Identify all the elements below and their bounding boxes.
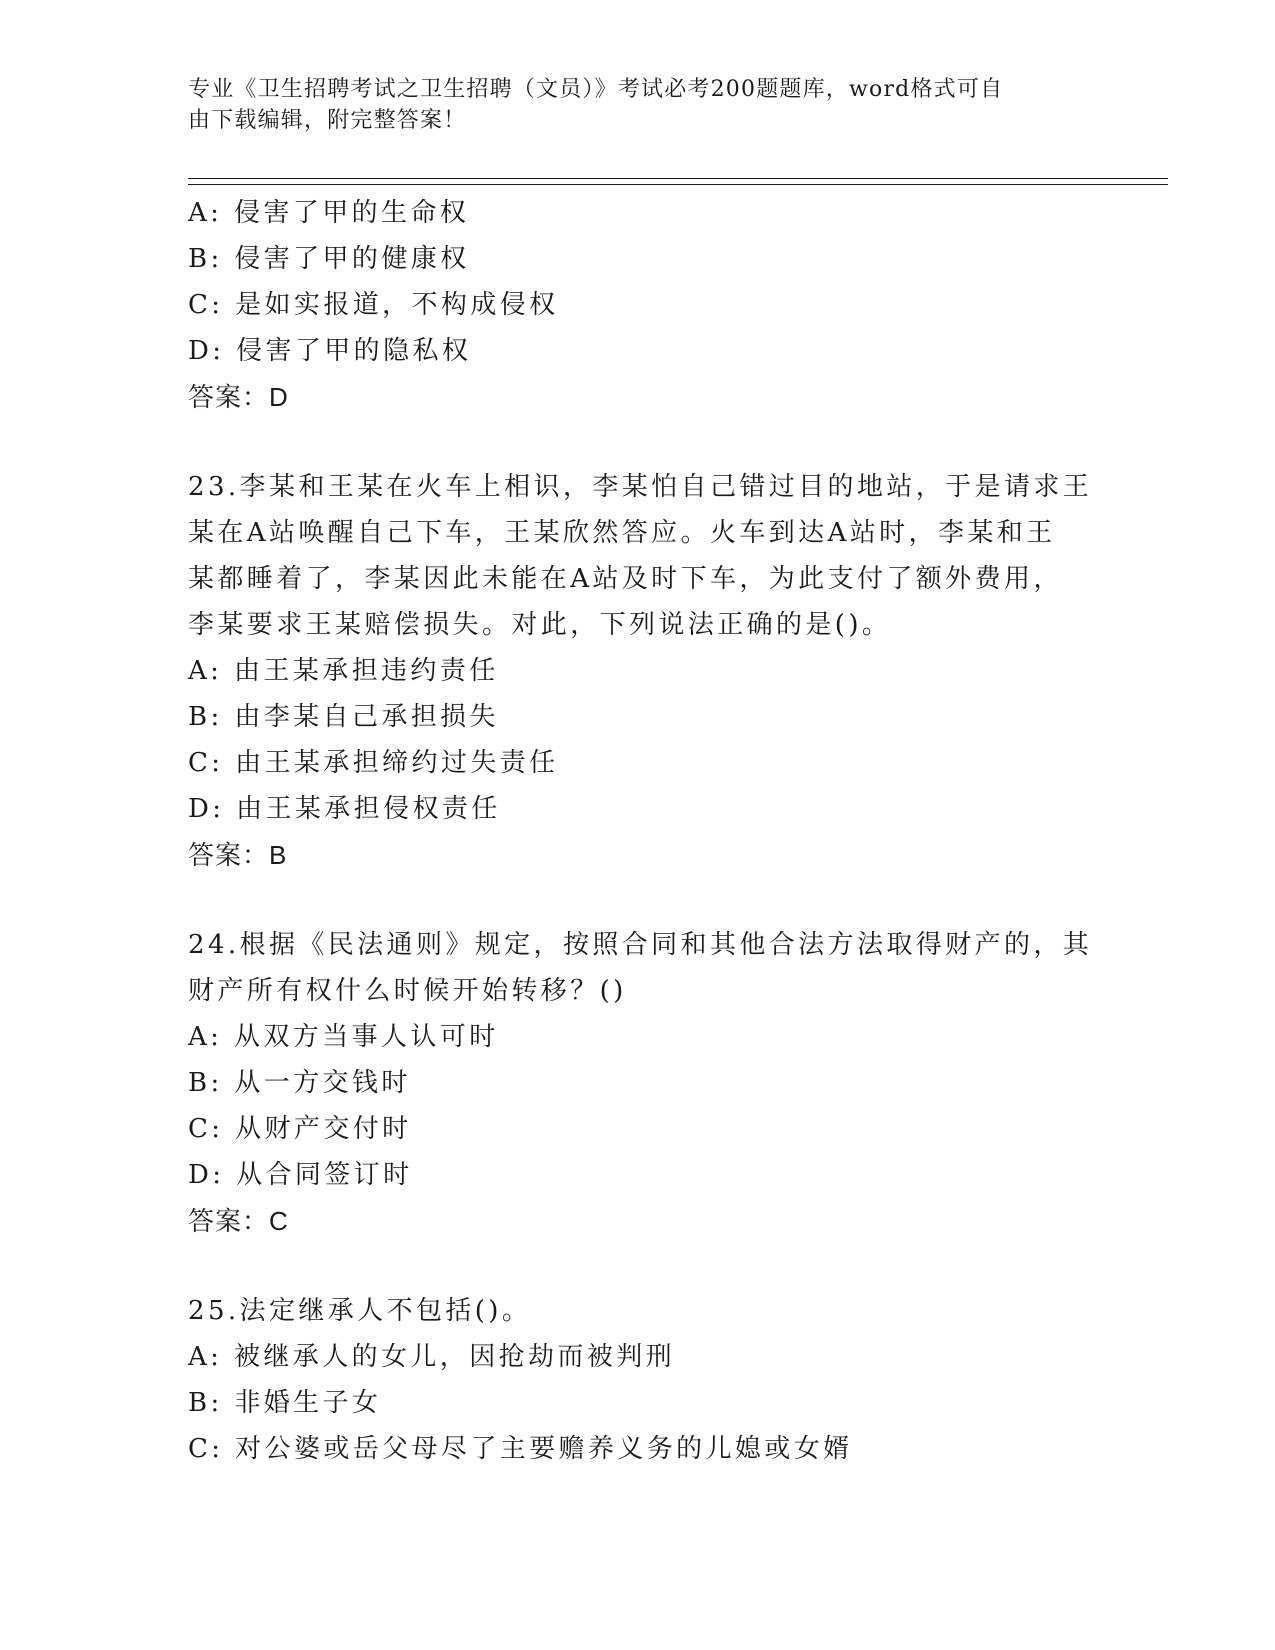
header-divider-top bbox=[188, 178, 1168, 179]
spacer bbox=[188, 1244, 1088, 1288]
stem-line: 财产所有权什么时候开始转移？() bbox=[188, 976, 627, 1006]
answer-line: 答案：B bbox=[188, 840, 288, 870]
option-d: D: 由王某承担侵权责任 bbox=[188, 794, 501, 824]
option-c: C: 从财产交付时 bbox=[188, 1114, 412, 1144]
option-b: B: 侵害了甲的健康权 bbox=[188, 244, 470, 274]
question-stem bbox=[188, 464, 1093, 648]
header-divider-bottom bbox=[188, 184, 1168, 185]
answer-line: 答案：C bbox=[188, 1206, 289, 1236]
spacer bbox=[188, 878, 1088, 922]
question-22-tail bbox=[188, 190, 1088, 420]
question-24 bbox=[188, 922, 1093, 1244]
option-a: A: 侵害了甲的生命权 bbox=[188, 198, 470, 228]
document-header bbox=[188, 74, 1068, 136]
option-d: D: 侵害了甲的隐私权 bbox=[188, 336, 472, 366]
header-line-2: 由下载编辑，附完整答案！ bbox=[188, 108, 467, 133]
question-25 bbox=[188, 1288, 1088, 1472]
stem-line: 24.根据《民法通则》规定，按照合同和其他合法方法取得财产的，其 bbox=[188, 930, 1093, 960]
option-a: A: 被继承人的女儿，因抢劫而被判刑 bbox=[188, 1342, 676, 1372]
option-a: A: 由王某承担违约责任 bbox=[188, 656, 499, 686]
option-d: D: 从合同签订时 bbox=[188, 1160, 413, 1190]
option-a: A: 从双方当事人认可时 bbox=[188, 1022, 499, 1052]
spacer bbox=[188, 420, 1088, 464]
stem-line: 23.李某和王某在火车上相识，李某怕自己错过目的地站，于是请求王 bbox=[188, 472, 1093, 502]
option-c: C: 由王某承担缔约过失责任 bbox=[188, 748, 559, 778]
question-23 bbox=[188, 464, 1093, 878]
stem-line: 某都睡着了，李某因此未能在A站及时下车，为此支付了额外费用， bbox=[188, 564, 1063, 594]
question-list bbox=[188, 190, 1093, 1472]
option-b: B: 由李某自己承担损失 bbox=[188, 702, 499, 732]
stem-line: 某在A站唤醒自己下车，王某欣然答应。火车到达A站时，李某和王 bbox=[188, 518, 1056, 548]
option-b: B: 从一方交钱时 bbox=[188, 1068, 411, 1098]
option-b: B: 非婚生子女 bbox=[188, 1388, 382, 1418]
option-c: C: 对公婆或岳父母尽了主要赡养义务的儿媳或女婿 bbox=[188, 1434, 853, 1464]
option-c: C: 是如实报道，不构成侵权 bbox=[188, 290, 559, 320]
answer-line: 答案：D bbox=[188, 382, 289, 412]
question-stem bbox=[188, 1288, 1088, 1334]
question-stem bbox=[188, 922, 1093, 1014]
stem-line: 李某要求王某赔偿损失。对此，下列说法正确的是()。 bbox=[188, 610, 892, 640]
header-line-1: 专业《卫生招聘考试之卫生招聘（文员）》考试必考200题题库，word格式可自 bbox=[188, 77, 1004, 102]
stem-line: 25.法定继承人不包括()。 bbox=[188, 1296, 532, 1326]
